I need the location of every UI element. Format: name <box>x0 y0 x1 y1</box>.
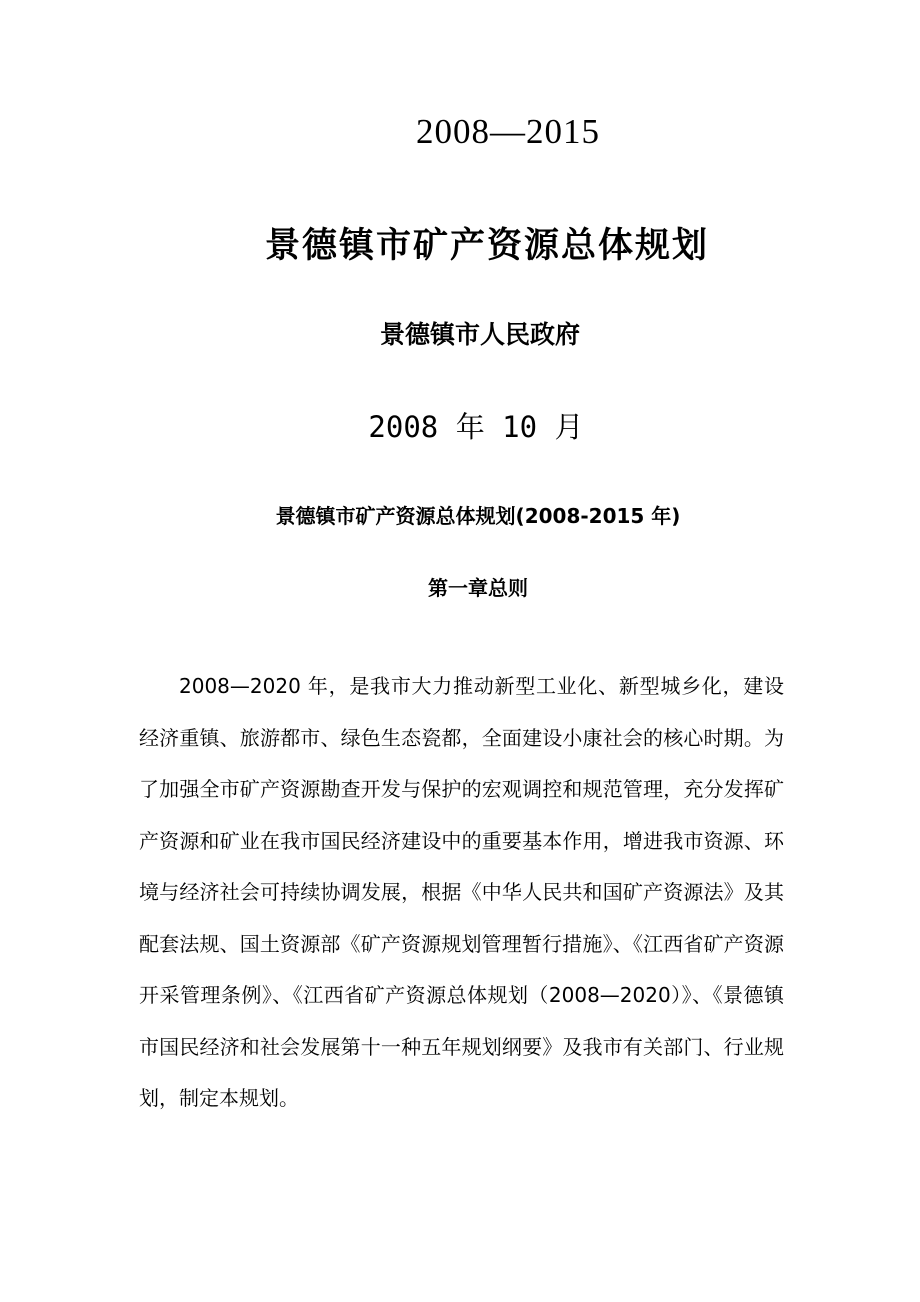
chapter-title: 第一章总则 <box>428 576 528 600</box>
body-paragraph: 2008—2020 年，是我市大力推动新型工业化、新型城乡化，建设经济重镇、旅游都市、绿色生态瓷都，全面建设小康社会的核心时期。为了加强全市矿产资源勘查开发与保护的宏观调控和规范管理，充分发挥矿产资源和矿业在我市国民经济建设中的重要基本作用，增进我市资源、环境与经济社会可持续协调发展，根据《中华人民共和国矿产资源法》及其配套法规、国土资源部《矿产资源规划管理暂行措施》、《江西省矿产资源开采管理条例》、《江西省矿产资源总体规划（2008—2020）》、《景德镇市国民经济和社会发展第十一种五年规划纲要》及我市有关部门、行业规划，制定本规划。 <box>139 674 784 1110</box>
cover-title: 景德镇市矿产资源总体规划 <box>264 226 709 266</box>
cover-issuer: 景德镇市人民政府 <box>379 320 580 349</box>
document-heading: 景德镇市矿产资源总体规划(2008-2015 年) <box>275 504 681 528</box>
cover-years: 2008—2015 <box>416 112 600 151</box>
cover-date: 2008 年 10 月 <box>368 410 584 444</box>
